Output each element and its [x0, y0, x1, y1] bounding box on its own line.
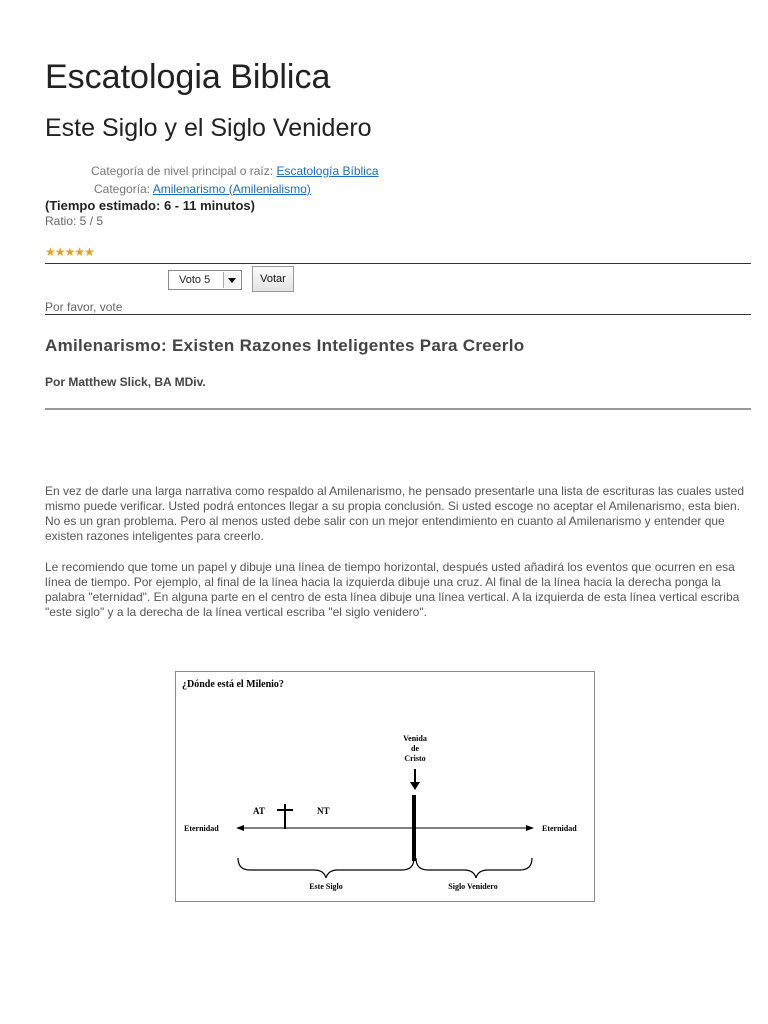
rating-text: Ratio: 5 / 5 — [45, 214, 104, 228]
right-eternity-label: Eternidad — [542, 824, 577, 833]
left-arrow-icon — [236, 825, 244, 831]
category-link[interactable]: Amilenarismo (Amilenialismo) — [152, 182, 311, 196]
rating-stars: ★★★★★ — [45, 245, 94, 259]
second-coming-bar — [412, 795, 416, 861]
millennium-diagram — [175, 671, 595, 902]
page-title: Este Siglo y el Siglo Venidero — [45, 114, 372, 142]
divider-vote — [45, 314, 751, 315]
paragraph-timeline: Le recomiendo que tome un papel y dibuje una línea de tiempo horizontal, después usted añadirá los eventos que ocurren en esa línea de tiempo. Por ejemplo, al final de la línea hacia la izquierda dibuje una cruz. Al final de la línea hacia la derecha ponga la palabra "eternidad". En alguna parte en el centro de esta línea dibuje una línea vertical. A la izquierda de esta línea vertical escriba "este siglo" y a la derecha de la línea vertical escriba "el siglo venidero". — [45, 560, 740, 619]
reading-time: (Tiempo estimado: 6 - 11 minutos) — [45, 198, 255, 213]
nt-label: NT — [317, 806, 330, 816]
coming-label-1: Venida — [403, 734, 427, 743]
diagram-svg — [176, 672, 596, 903]
root-category-link[interactable]: Escatología Bíblica — [276, 164, 379, 178]
right-arrow-icon — [526, 825, 534, 831]
divider-article — [45, 408, 751, 410]
category-prefix: Categoría: — [94, 182, 151, 196]
vote-select-value: Voto 5 — [179, 274, 211, 286]
this-age-brace — [238, 858, 414, 878]
chevron-down-icon — [228, 278, 236, 283]
root-category-line — [91, 164, 379, 178]
dropdown-arrow-box[interactable] — [223, 272, 240, 288]
paragraph-intro: En vez de darle una larga narrativa como respaldo al Amilenarismo, he pensado presentarle una lista de escrituras las cuales usted mismo puede verificar. Usted podrá entonces llegar a su propia conclusión. Si usted escoge no aceptar el Amilenarismo, esta bien. No es un gran problema. Pero al menos usted debe salir con un mejor entendimiento en cuanto al Amilenarismo y entender que existen razones inteligentes para creerlo. — [45, 484, 745, 543]
this-age-label: Este Siglo — [309, 882, 343, 891]
article-author: Por Matthew Slick, BA MDiv. — [45, 375, 206, 389]
down-arrow-icon — [410, 782, 420, 790]
at-label: AT — [253, 806, 265, 816]
root-category-prefix: Categoría de nivel principal o raíz: — [91, 164, 274, 178]
category-line — [94, 182, 311, 196]
site-title: Escatologia Biblica — [45, 58, 331, 96]
vote-button[interactable]: Votar — [252, 266, 294, 292]
vote-prompt: Por favor, vote — [45, 300, 123, 314]
coming-label-2: de — [411, 744, 419, 753]
article-title: Amilenarismo: Existen Razones Inteligentes Para Creerlo — [45, 336, 525, 355]
age-to-come-brace — [416, 858, 532, 878]
left-eternity-label: Eternidad — [184, 824, 219, 833]
vote-select[interactable] — [168, 270, 242, 290]
coming-label-3: Cristo — [404, 754, 426, 763]
divider-top — [45, 263, 751, 264]
age-to-come-label: Siglo Venidero — [448, 882, 498, 891]
diagram-title: ¿Dónde está el Milenio? — [182, 679, 284, 690]
